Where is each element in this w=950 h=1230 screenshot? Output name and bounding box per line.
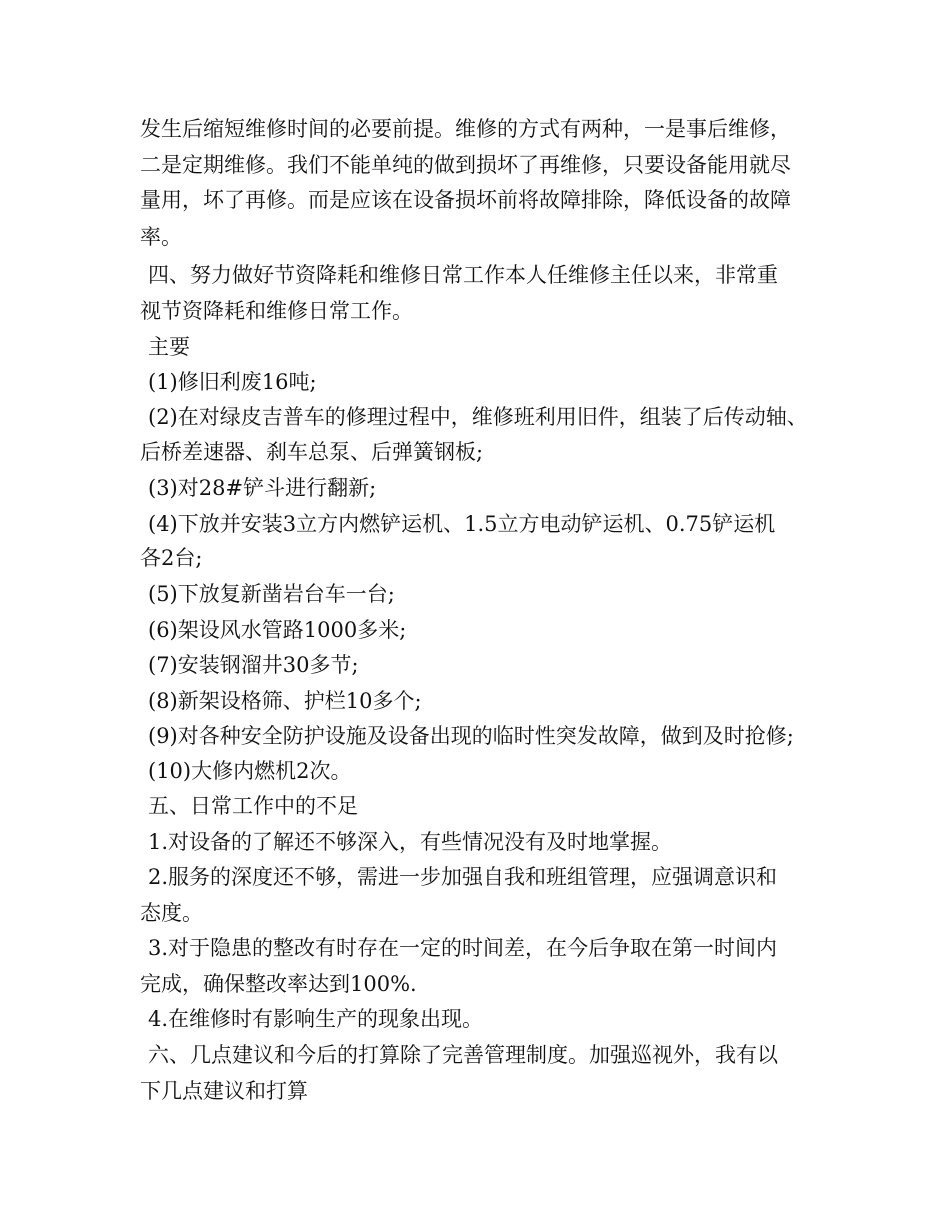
list-item: (1)修旧利废16吨;: [148, 370, 317, 394]
list-item: (8)新架设格筛、护栏10多个;: [148, 689, 422, 713]
section-heading-five: 五、日常工作中的不足: [148, 794, 358, 818]
text-line: 率。: [140, 225, 182, 249]
text-line: 主要: [148, 335, 190, 359]
list-item-continuation: 态度。: [140, 901, 203, 925]
list-item-continuation: 各2台;: [140, 546, 203, 570]
text-line: 发生后缩短维修时间的必要前提。维修的方式有两种，一是事后维修，: [140, 117, 791, 141]
text-line: 下几点建议和打算: [140, 1079, 308, 1103]
list-item: (5)下放复新凿岩台车一台;: [148, 582, 395, 606]
list-item: 1.对设备的了解还不够深入，有些情况没有及时地掌握。: [148, 830, 673, 854]
list-item: (10)大修内燃机2次。: [148, 759, 352, 783]
list-item: (7)安装钢溜井30多节;: [148, 653, 359, 677]
list-item-continuation: 完成，确保整改率达到100%.: [140, 972, 417, 996]
list-item: 2.服务的深度还不够，需进一步加强自我和班组管理，应强调意识和: [148, 865, 778, 889]
list-item: (3)对28#铲斗进行翻新;: [148, 476, 377, 500]
list-item: (2)在对绿皮吉普车的修理过程中，维修班利用旧件，组装了后传动轴、: [148, 405, 808, 429]
list-item: (4)下放并安装3立方内燃铲运机、1.5立方电动铲运机、0.75铲运机: [148, 512, 776, 536]
section-heading-four: 四、努力做好节资降耗和维修日常工作本人任维修主任以来，非常重: [148, 263, 778, 287]
list-item-continuation: 后桥差速器、刹车总泵、后弹簧钢板;: [140, 440, 484, 464]
list-item: (6)架设风水管路1000多米;: [148, 618, 407, 642]
section-heading-six: 六、几点建议和今后的打算除了完善管理制度。加强巡视外，我有以: [148, 1043, 778, 1067]
list-item: (9)对各种安全防护设施及设备出现的临时性突发故障，做到及时抢修;: [148, 724, 794, 748]
text-line: 视节资降耗和维修日常工作。: [140, 299, 413, 323]
text-line: 量用，坏了再修。而是应该在设备损坏前将故障排除，降低设备的故障: [140, 188, 791, 212]
list-item: 3.对于隐患的整改有时存在一定的时间差，在今后争取在第一时间内: [148, 936, 778, 960]
list-item: 4.在维修时有影响生产的现象出现。: [148, 1007, 484, 1031]
text-line: 二是定期维修。我们不能单纯的做到损坏了再维修，只要设备能用就尽: [140, 153, 791, 177]
